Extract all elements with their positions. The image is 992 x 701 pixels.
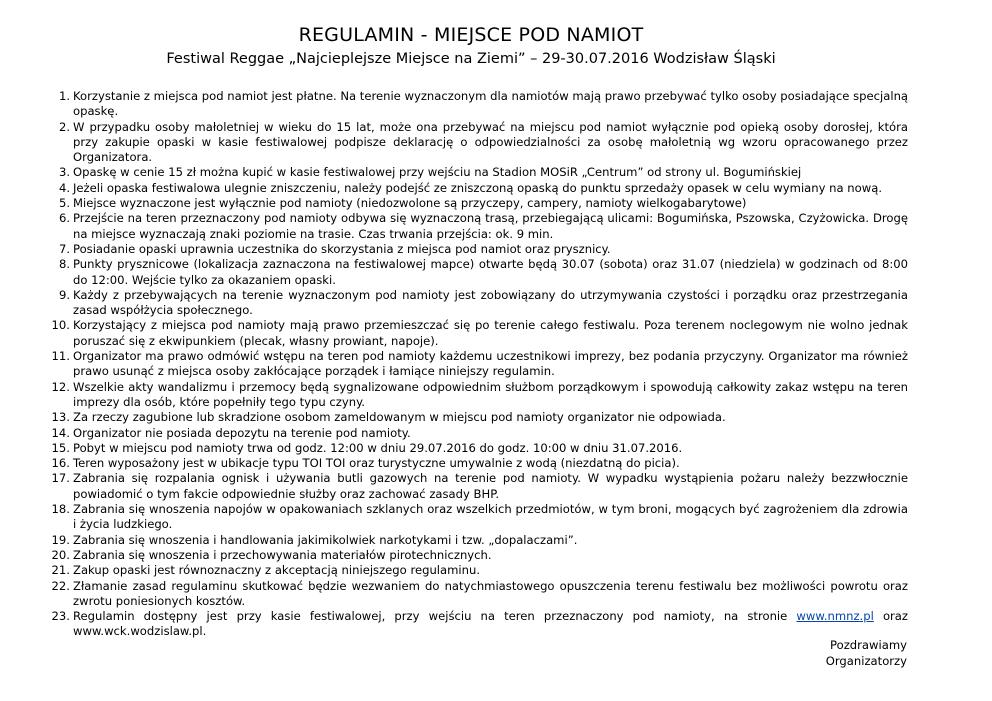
website-link[interactable]: www.nmnz.pl (796, 609, 874, 624)
rule-text: Korzystający z miejsca pod namioty mają prawo przemieszczać się po terenie całego festiwalu. Poza terenem noclegowym nie wolno jednak poruszać się z ekwipunkiem (plecak, własny prowiant, napoje). (73, 318, 908, 348)
signature-block (826, 638, 907, 669)
document-title: REGULAMIN - MIEJSCE POD NAMIOT (298, 24, 644, 46)
rule-number: 19. (51, 532, 70, 547)
rule-text (73, 609, 908, 640)
rules-list (46, 89, 908, 640)
rule-text: Punkty prysznicowe (lokalizacja zaznaczona na festiwalowej mapce) otwarte będą 30.07 (sobota) oraz 31.07 (niedziela) w godzinach od 8:00 do 12:00. Wejście tylko za okazaniem opaski. (73, 257, 908, 287)
rule-number: 12. (51, 379, 70, 394)
rule-text: Złamanie zasad regulaminu skutkować będzie wezwaniem do natychmiastowego opuszczenia terenu festiwalu bez możliwości powrotu oraz zwrotu poniesionych kosztów. (73, 578, 908, 608)
rule-text: Organizator nie posiada depozytu na terenie pod namioty. (73, 425, 411, 440)
rule-item (46, 441, 908, 456)
rule-item (46, 533, 908, 548)
rule-number: 15. (51, 440, 70, 455)
rule-text: Zabrania się wnoszenia napojów w opakowaniach szklanych oraz wszelkich przedmiotów, w tym broni, mogących być zagrożeniem dla zdrowia i życia ludzkiego. (73, 502, 908, 532)
rule-number: 8. (58, 257, 70, 272)
rule-item (46, 410, 908, 425)
rule-number: 14. (51, 425, 70, 440)
rule-number: 1. (58, 89, 70, 103)
rule-text: Zabrania się wnoszenia i przechowywania materiałów pirotechnicznych. (73, 547, 492, 562)
rule-number: 21. (51, 563, 70, 578)
rule-item (46, 579, 908, 610)
rule-item (46, 426, 908, 441)
rule-item (46, 181, 908, 196)
rule-number: 18. (51, 502, 70, 517)
rule-item (46, 609, 908, 640)
rule-number: 20. (51, 547, 70, 562)
rule-number: 4. (58, 180, 70, 195)
rule-text: Pobyt w miejscu pod namioty trwa od godz. 12:00 w dniu 29.07.2016 do godz. 10:00 w dniu 31.07.2016. (73, 440, 683, 455)
rule-number: 23. (51, 609, 70, 624)
rule-item (46, 89, 908, 120)
rule-number: 7. (58, 241, 70, 256)
rule-number: 13. (51, 410, 70, 425)
rule-number: 3. (58, 165, 70, 180)
rule-item (46, 242, 908, 257)
rule-number: 17. (51, 471, 70, 486)
rule-item (46, 318, 908, 349)
rule-item (46, 196, 908, 211)
rule-number: 6. (58, 211, 70, 226)
rule-item (46, 211, 908, 242)
rule-item (46, 257, 908, 288)
rule-item (46, 563, 908, 578)
rule-number: 2. (58, 119, 70, 134)
rule-item (46, 471, 908, 502)
rule-item (46, 120, 908, 166)
rule-number: 22. (51, 578, 70, 593)
signature-organizers: Organizatorzy (825, 653, 907, 668)
rule-text: Organizator ma prawo odmówić wstępu na teren pod namioty każdemu uczestnikowi imprezy, bez podania przyczyny. Organizator ma również prawo usunąć z miejsca osoby zakłócające porządek i łamiące niniejszy regulamin. (73, 349, 908, 379)
rule-text: Zakup opaski jest równoznaczny z akceptacją niniejszego regulaminu. (73, 563, 481, 578)
rule-text-after-link: oraz www.wck.wodzislaw.pl. (73, 609, 908, 639)
signature-greeting: Pozdrawiamy (830, 638, 907, 652)
rule-text: Teren wyposażony jest w ubikacje typu TOI TOI oraz turystyczne umywalnie z wodą (niezdatną do picia). (73, 456, 680, 471)
rule-item (46, 165, 908, 180)
rule-text: Posiadanie opaski uprawnia uczestnika do skorzystania z miejsca pod namiot oraz prysznicy. (73, 241, 611, 256)
rule-text: Zabrania się wnoszenia i handlowania jakimikolwiek narkotykami i tzw. „dopalaczami”. (73, 532, 578, 547)
rule-text-before-link: Regulamin dostępny jest przy kasie festiwalowej, przy wejściu na teren przeznaczony pod namioty, na stronie (73, 609, 797, 624)
rule-text: Za rzeczy zagubione lub skradzione osobom zameldowanym w miejscu pod namioty organizator nie odpowiada. (73, 410, 726, 425)
rule-item (46, 548, 908, 563)
rule-number: 9. (58, 287, 70, 302)
rule-item (46, 502, 908, 533)
rule-item (46, 456, 908, 471)
rule-number: 10. (51, 318, 70, 333)
rule-text: Przejście na teren przeznaczony pod namioty odbywa się wyznaczoną trasą, przebiegającą ulicami: Bogumińska, Pszowska, Czyżowicka. Drogę na miejsce wyznaczają znaki poziomie na trasie. Czas trwania przejścia: ok. 9 min. (73, 211, 908, 241)
rule-text: W przypadku osoby małoletniej w wieku do 15 lat, może ona przebywać na miejscu pod namiot wyłącznie pod opieką osoby dorosłej, która przy zakupie opaski w kasie festiwalowej podpisze deklarację o odpowiedzialności za osobę małoletnią wg wzoru opracowanego przez Organizatora. (73, 119, 908, 165)
rule-text: Jeżeli opaska festiwalowa ulegnie zniszczeniu, należy podejść ze zniszczoną opaską do punktu sprzedaży opasek w celu wymiany na nową. (73, 180, 883, 195)
rule-number: 5. (58, 196, 70, 211)
rule-text: Korzystanie z miejsca pod namiot jest płatne. Na terenie wyznaczonym dla namiotów mają prawo przebywać tylko osoby posiadające specjalną opaskę. (73, 89, 909, 119)
rule-text: Miejsce wyznaczone jest wyłącznie pod namioty (niedozwolone są przyczepy, campery, namioty wielkogabarytowe) (73, 196, 747, 211)
rule-text: Opaskę w cenie 15 zł można kupić w kasie festiwalowej przy wejściu na Stadion MOSiR „Centrum” od strony ul. Bogumińskiej (73, 165, 802, 180)
rule-item (46, 349, 908, 380)
rule-number: 11. (51, 349, 70, 364)
rule-item (46, 380, 908, 411)
rule-text: Każdy z przebywających na terenie wyznaczonym pod namioty jest zobowiązany do utrzymywania czystości i porządku oraz przestrzegania zasad współżycia społecznego. (73, 287, 908, 318)
document-subtitle: Festiwal Reggae „Najcieplejsze Miejsce na Ziemi” – 29-30.07.2016 Wodzisław Śląski (166, 51, 776, 67)
rule-text: Wszelkie akty wandalizmu i przemocy będą sygnalizowane odpowiednim służbom porządkowym i spowodują całkowity zakaz wstępu na teren imprezy dla osób, które popełniły tego typu czyny. (73, 379, 908, 409)
rule-text: Zabrania się rozpalania ognisk i używania butli gazowych na terenie pod namioty. W wypadku wystąpienia pożaru należy bezzwłocznie powiadomić o tym fakcie odpowiednie służby oraz zachować zasady BHP. (73, 471, 908, 501)
rule-item (46, 288, 908, 319)
rule-number: 16. (51, 456, 70, 471)
